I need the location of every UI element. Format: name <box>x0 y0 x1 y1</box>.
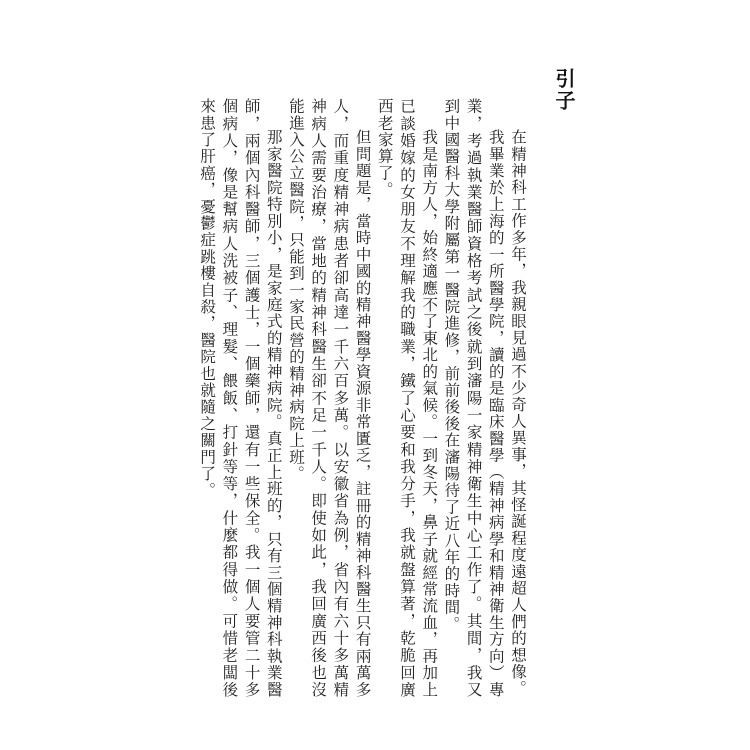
paragraph: 在精神科工作多年，我親眼見過不少奇人異事，其怪誕程度遠超人們的想像。 <box>509 129 527 697</box>
paragraph: 但問題是，當時中國的精神醫學資源非常匱乏，註冊的精神科醫生只有兩萬多人，而重度精神病患者卻高達一千六百多萬。以安徽省為例，省內有六十多萬精神病人需要治療，當地的精神科醫生卻不足一千人。即使如此，我回廣西後也沒能進入公立醫院，只能到一家民營的精神病院上班。 <box>286 98 372 698</box>
paragraph: 我畢業於上海的一所醫學院，讀的是臨床醫學（精神病學和精神衛生方向）專業，考過執業醫師資格考試之後就到瀋陽一家精神衛生中心工作了。其間，我又到中國醫科大學附屬第一醫院進修，前前後後在瀋陽待了近八年的時間。 <box>442 98 505 698</box>
paragraph: 那家醫院特別小，是家庭式的精神病院。真正上班的，只有三個精神科執業醫師，兩個內科醫師，三個護士，一個藥師，還有一些保全。我一個人要管二十多個病人，像是幫病人洗被子、理髮、餵飯、打針等等，什麼都得做。可惜老闆後來患了肝癌，憂鬱症跳樓自殺，醫院也就隨之關門了。 <box>198 98 283 698</box>
chapter-body <box>196 98 529 698</box>
chapter-heading: 引子 <box>552 68 576 112</box>
paragraph: 我是南方人，始終適應不了東北的氣候。一到冬天，鼻子就經常流血，再加上已談婚嫁的女朋友不理解我的職業，鐵了心要和我分手，我就盤算著，乾脆回廣西老家算了。 <box>375 98 439 698</box>
